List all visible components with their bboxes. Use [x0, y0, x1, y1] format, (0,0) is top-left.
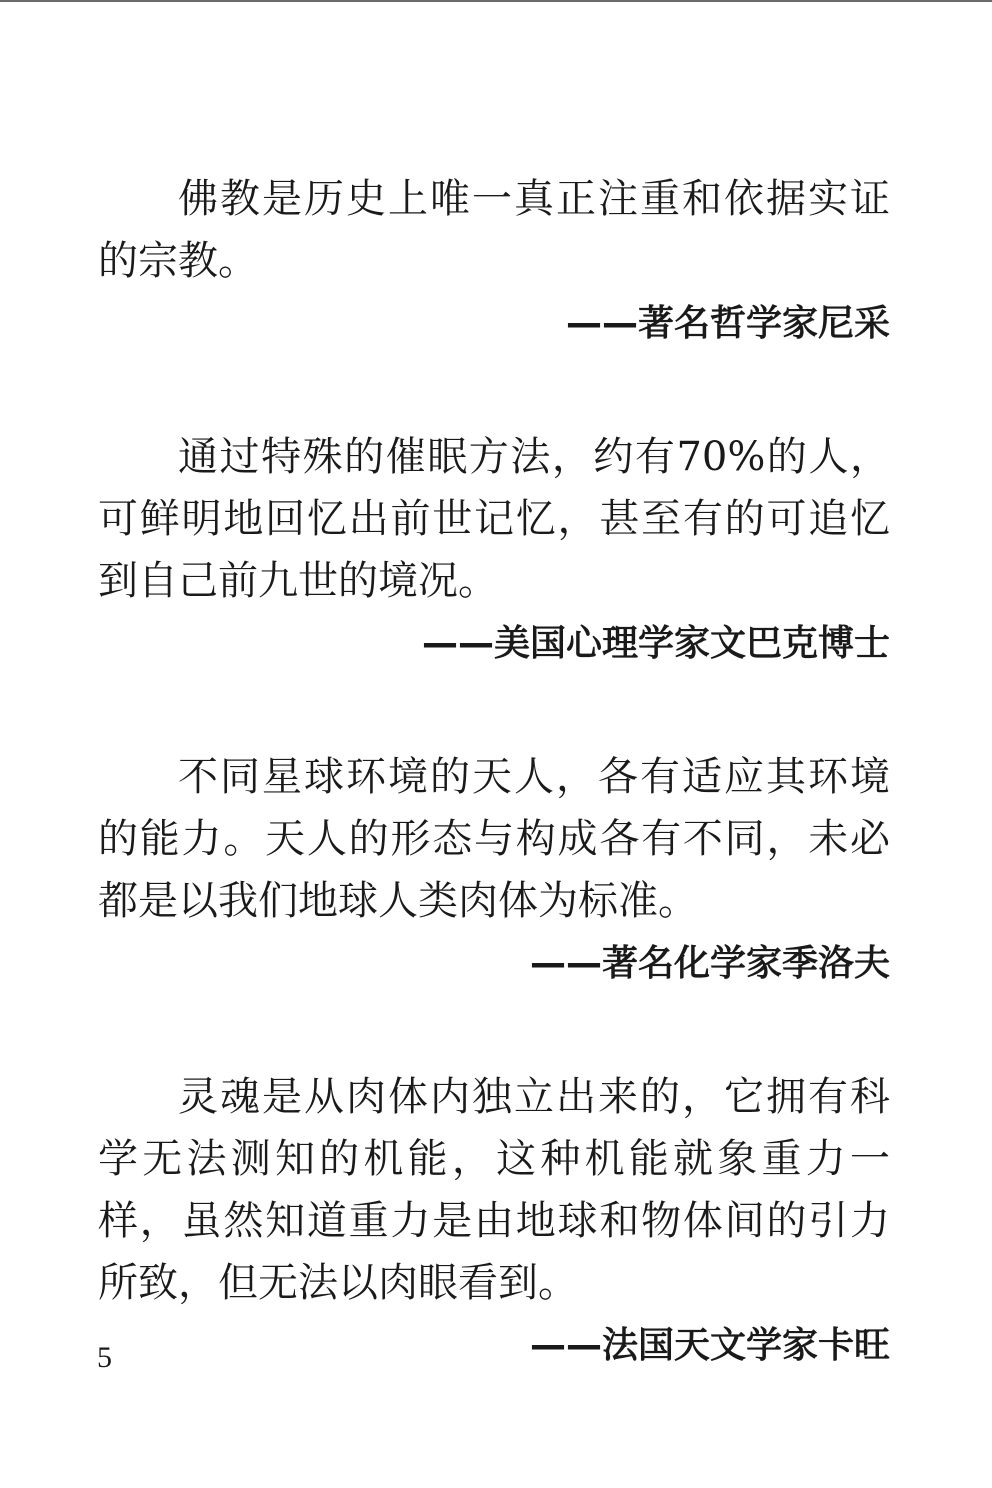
page-number: 5 [97, 1341, 112, 1374]
quote-text: 灵魂是从肉体内独立出来的，它拥有科学无法测知的机能，这种机能就象重力一样，虽然知道重力是由地球和物体间的引力所致，但无法以肉眼看到。 [98, 1074, 890, 1306]
quote-block [98, 168, 890, 348]
top-rule [0, 0, 992, 2]
quote-text: 不同星球环境的天人，各有适应其环境的能力。天人的形态与构成各有不同，未必都是以我们地球人类肉体为标准。 [98, 754, 890, 924]
quote-attribution: ——著名哲学家尼采 [565, 303, 890, 344]
quote-block [98, 1066, 890, 1370]
quote-text: 佛教是历史上唯一真正注重和依据实证的宗教。 [98, 176, 890, 284]
quote-block [98, 746, 890, 988]
quote-attribution: ——著名化学家季洛夫 [529, 943, 890, 984]
quote-attribution: ——美国心理学家文巴克博士 [421, 623, 890, 664]
page-content [98, 168, 890, 1370]
quote-attribution: ——法国天文学家卡旺 [529, 1325, 890, 1366]
quote-text: 通过特殊的催眠方法，约有70%的人，可鲜明地回忆出前世记忆，甚至有的可追忆到自己前九世的境况。 [98, 434, 890, 604]
quote-block [98, 426, 890, 668]
